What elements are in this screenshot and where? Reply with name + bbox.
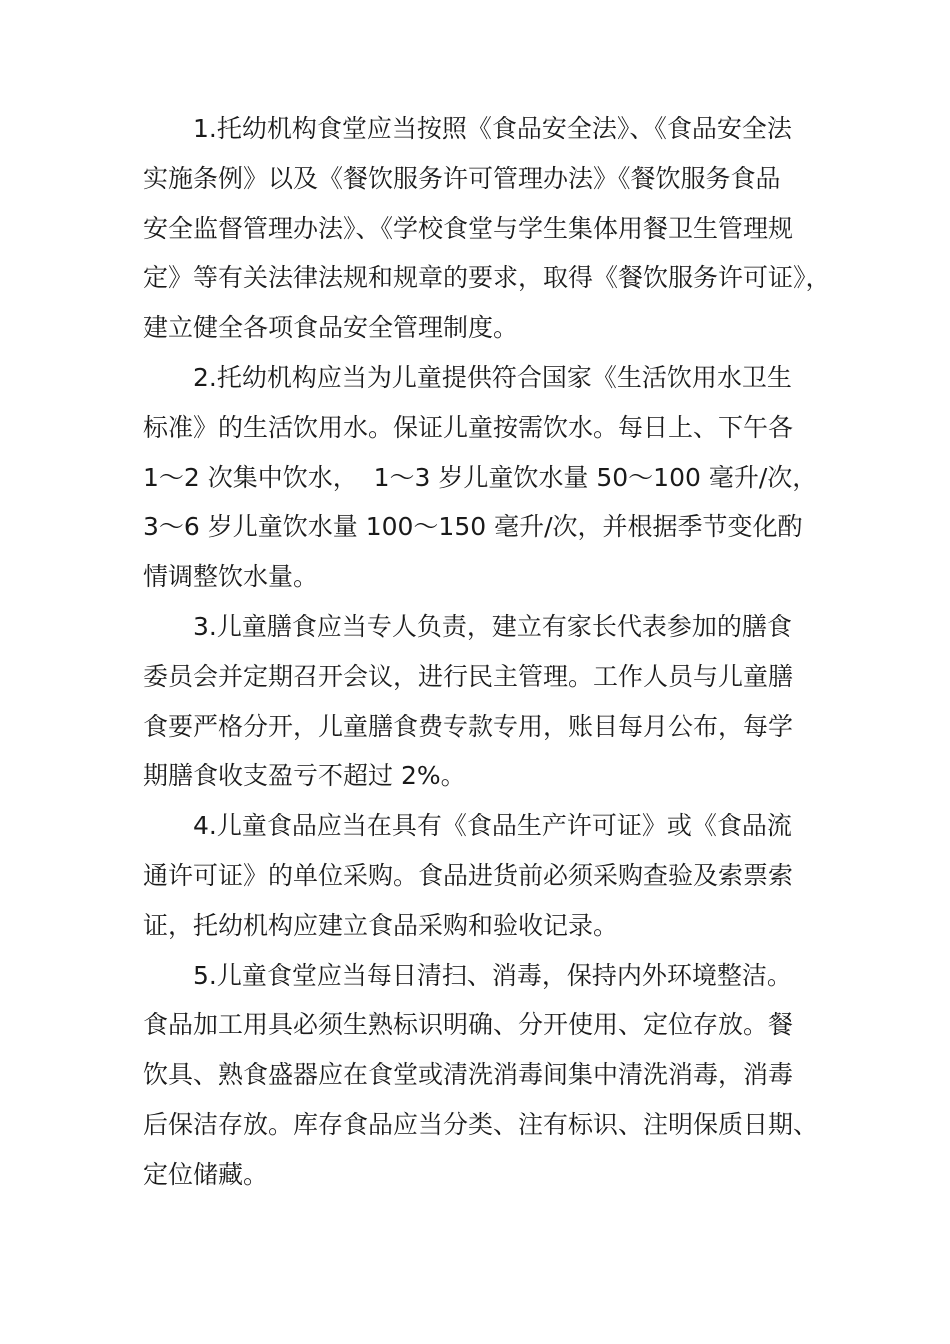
paragraph-line: 通许可证》的单位采购。食品进货前必须采购查验及索票索 xyxy=(143,860,794,890)
paragraph-3 xyxy=(143,602,811,801)
paragraph-line: 期膳食收支盈亏不超过 2%。 xyxy=(143,761,466,791)
paragraph-line: 3.儿童膳食应当专人负责，建立有家长代表参加的膳食 xyxy=(193,611,792,641)
paragraph-line: 定位储藏。 xyxy=(143,1159,269,1189)
paragraph-line: 3～6 岁儿童饮水量 100～150 毫升/次，并根据季节变化酌 xyxy=(143,512,803,542)
paragraph-5 xyxy=(143,951,819,1200)
paragraph-line: 情调整饮水量。 xyxy=(143,562,319,592)
paragraph-line: 2.托幼机构应当为儿童提供符合国家《生活饮用水卫生 xyxy=(193,362,792,392)
paragraph-line: 标准》的生活饮用水。保证儿童按需饮水。每日上、下午各 xyxy=(143,412,794,442)
paragraph-line: 饮具、熟食盛器应在食堂或清洗消毒间集中清洗消毒，消毒 xyxy=(143,1060,794,1090)
paragraph-line: 实施条例》以及《餐饮服务许可管理办法》《餐饮服务食品 xyxy=(143,163,781,193)
paragraph-line: 1.托幼机构食堂应当按照《食品安全法》、《食品安全法 xyxy=(193,114,792,143)
paragraph-line: 1～2 次集中饮水， 1～3 岁儿童饮水量 50～100 毫升/次， xyxy=(143,462,818,492)
paragraph-line: 食品加工用具必须生熟标识明确、分开使用、定位存放。餐 xyxy=(143,1010,794,1040)
paragraph-2 xyxy=(143,353,818,602)
paragraph-line: 建立健全各项食品安全管理制度。 xyxy=(143,313,519,343)
paragraph-line: 5.儿童食堂应当每日清扫、消毒，保持内外环境整洁。 xyxy=(193,960,792,990)
paragraph-line: 证，托幼机构应建立食品采购和验收记录。 xyxy=(143,910,619,940)
paragraph-line: 食要严格分开，儿童膳食费专款专用，账目每月公布，每学 xyxy=(143,711,794,741)
paragraph-line: 委员会并定期召开会议，进行民主管理。工作人员与儿童膳 xyxy=(143,661,794,691)
document-body xyxy=(143,104,831,1200)
paragraph-line: 定》等有关法律法规和规章的要求，取得《餐饮服务许可证》， xyxy=(143,263,831,293)
paragraph-1 xyxy=(143,104,831,353)
paragraph-line: 安全监督管理办法》、《学校食堂与学生集体用餐卫生管理规 xyxy=(143,213,794,243)
paragraph-4 xyxy=(143,801,811,950)
paragraph-line: 4.儿童食品应当在具有《食品生产许可证》或《食品流 xyxy=(193,811,792,841)
paragraph-line: 后保洁存放。库存食品应当分类、注有标识、注明保质日期、 xyxy=(143,1109,819,1139)
